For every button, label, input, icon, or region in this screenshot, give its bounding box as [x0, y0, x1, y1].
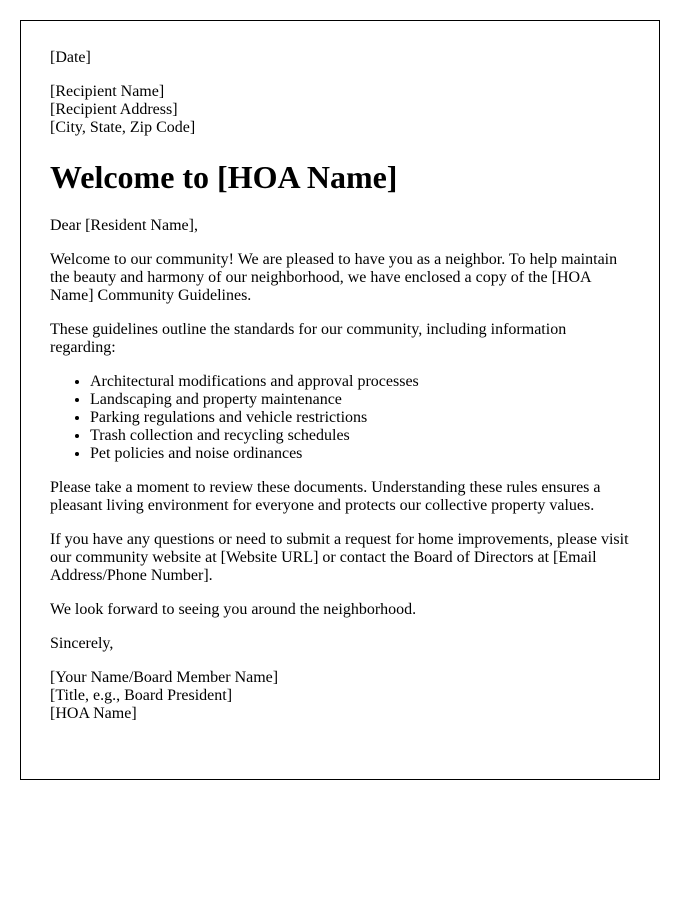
recipient-city-state-zip: [City, State, Zip Code] — [50, 119, 196, 136]
letter-document — [20, 20, 660, 780]
review-paragraph: Please take a moment to review these documents. Understanding these rules ensures a pleasant living environment for everyone and protects our collective property values. — [50, 479, 601, 514]
list-item: • Landscaping and property maintenance — [90, 391, 630, 409]
signature-name: [Your Name/Board Member Name] — [50, 669, 279, 686]
guidelines-intro-paragraph: These guidelines outline the standards for our community, including information regarding: — [50, 321, 567, 356]
signature-block — [50, 669, 630, 723]
questions-paragraph: If you have any questions or need to submit a request for home improvements, please visit our community website at [Website URL] or contact the Board of Directors at [Email Address/Phone Number]. — [50, 531, 629, 584]
list-item: • Pet policies and noise ordinances — [90, 445, 630, 463]
guidelines-list — [50, 373, 630, 463]
closing: Sincerely, — [50, 635, 114, 652]
recipient-address: [Recipient Address] — [50, 101, 178, 118]
salutation: Dear [Resident Name], — [50, 217, 198, 234]
list-item: • Trash collection and recycling schedules — [90, 427, 630, 445]
letter-date: [Date] — [50, 49, 91, 66]
recipient-address-block — [50, 83, 630, 137]
letter-title: Welcome to [HOA Name] — [50, 159, 398, 195]
list-item: • Architectural modifications and approval processes — [90, 373, 630, 391]
signature-title: [Title, e.g., Board President] — [50, 687, 233, 704]
recipient-name: [Recipient Name] — [50, 83, 165, 100]
intro-paragraph: Welcome to our community! We are pleased to have you as a neighbor. To help maintain the beauty and harmony of our neighborhood, we have enclosed a copy of the [HOA Name] Community Guidelines. — [50, 251, 618, 304]
signature-hoa: [HOA Name] — [50, 705, 137, 722]
closing-note-paragraph: We look forward to seeing you around the neighborhood. — [50, 601, 417, 618]
list-item: • Parking regulations and vehicle restrictions — [90, 409, 630, 427]
